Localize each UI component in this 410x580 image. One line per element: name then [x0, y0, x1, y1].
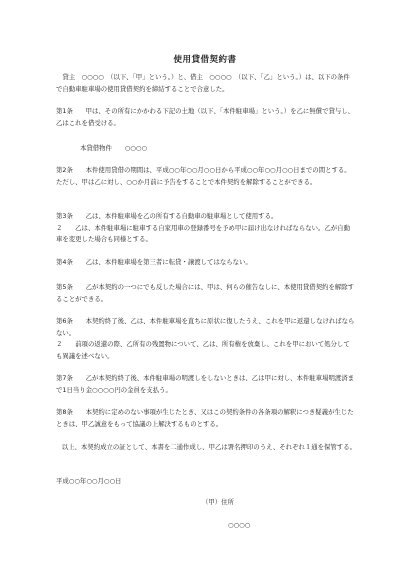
article-8-text: 第8条 本契約に定めのない事項が生じたとき、又はこの契約条件の各条項の解釈につき疑義が生じたときは、甲乙誠意をもって協議の上解決するものとする。 — [56, 408, 354, 428]
preamble-text: 貸主 ○○○○ （以下、「甲」という。）と、借主 ○○○○ （以下、「乙」という。）は、以下の条件で自動車駐車場の使用貸借契約を締結することで合意した。 — [56, 73, 350, 93]
article-7 — [56, 373, 356, 396]
article-6-clause-2: ２ 前項の返還の際、乙所有の残置物について、乙は、所有権を放棄し、これを甲において処分しても異議を述べない。 — [56, 340, 350, 360]
property-line — [56, 143, 356, 155]
contract-date — [56, 476, 356, 488]
article-5-text: 第5条 乙が本契約の一つにでも反した場合には、甲は、何らの催告なしに、本使用貸借契約を解除することができる。 — [56, 283, 355, 303]
closing-text: 以上、本契約成立の証として、本書を二通作成し、甲乙は署名押印のうえ、それぞれ１通を保管する。 — [61, 443, 356, 451]
date-text: 平成○○年○○月○○日 — [56, 477, 122, 485]
article-5 — [56, 282, 356, 305]
party-name: ○○○○ — [228, 521, 251, 529]
article-3-clause-2: ２ 乙は、本件駐車場に駐車する自家用車の登録番号を予め甲に届け出なければならない。乙が自動車を変更した場合も同様とする。 — [56, 223, 350, 243]
article-1 — [56, 106, 356, 129]
article-6 — [56, 316, 356, 362]
article-8 — [56, 407, 356, 430]
article-3-clause-1: 第3条 乙は、本件駐車場を乙の所有する自動車の駐車場として使用する。 — [56, 212, 278, 220]
article-2-text: 第2条 本件使用貸借の期間は、平成○○年○○月○○日から平成○○年○○月○○日までの間とする。ただし、甲は乙に対し、○○か月前に予告をすることで本件契約を解除することができる。 — [56, 166, 351, 186]
party-address-label: （甲）住所 — [202, 498, 234, 506]
preamble-paragraph — [56, 72, 356, 95]
article-6-clause-1: 第6条 本契約終了後、乙は、本件駐車場を直ちに原状に復したうえ、これを甲に返還しなければならない。 — [56, 317, 355, 337]
article-1-text: 第1条 甲は、その所有にかかわる下記の土地（以下、「本件駐車場」という。）を乙に無償で貸与し、乙はこれを借受ける。 — [56, 107, 355, 127]
closing-paragraph — [56, 442, 356, 454]
article-3 — [56, 211, 356, 246]
property-text: 本貸借物件 ○○○○ — [80, 144, 148, 152]
article-4-text: 第4条 乙は、本件駐車場を第三者に転貸・譲渡してはならない。 — [56, 258, 252, 266]
document-title: 使用貸借契約書 — [173, 55, 237, 65]
article-4 — [56, 257, 356, 269]
article-2 — [56, 165, 356, 188]
article-7-text: 第7条 乙が本契約終了後、本件駐車場の明渡しをしないときは、乙は甲に対し、本件駐車場明渡済まで1日当り金○○○○円の金員を支払う。 — [56, 374, 355, 394]
